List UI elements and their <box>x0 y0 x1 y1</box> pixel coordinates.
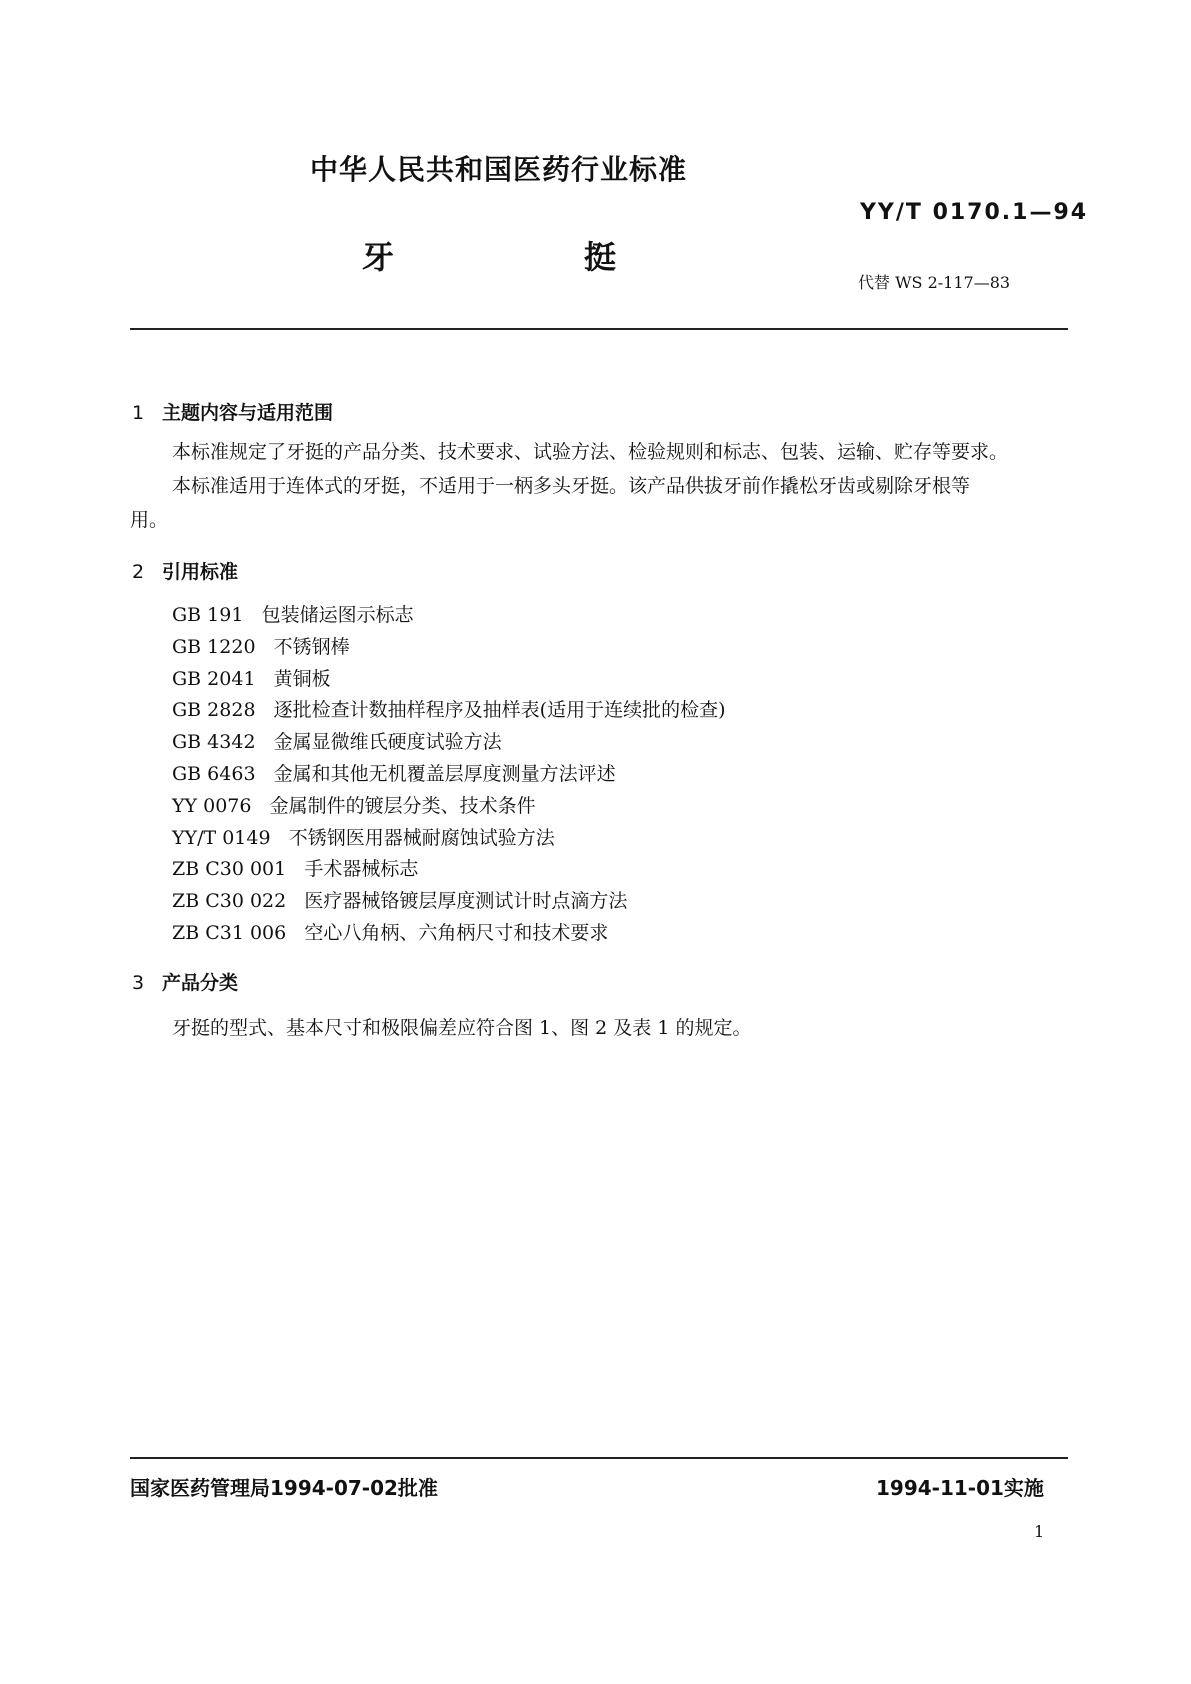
reference-item <box>172 791 726 823</box>
section-3-paragraph-1: 牙挺的型式、基本尺寸和极限偏差应符合图 1、图 2 及表 1 的规定。 <box>172 1017 752 1039</box>
reference-name: 金属显微维氏硬度试验方法 <box>273 731 502 754</box>
reference-code: YY/T 0149 <box>172 826 271 849</box>
section-2-title: 引用标准 <box>162 561 239 583</box>
footer-divider <box>130 1457 1068 1459</box>
reference-name: 空心八角柄、六角柄尺寸和技术要求 <box>304 921 609 944</box>
page-number: 1 <box>1034 1522 1045 1541</box>
section-3-heading <box>132 968 238 995</box>
reference-code: GB 4342 <box>172 731 256 754</box>
reference-code: GB 2828 <box>172 699 256 722</box>
reference-name: 逐批检查计数抽样程序及抽样表(适用于连续批的检查) <box>273 699 726 722</box>
reference-code: GB 2041 <box>172 667 256 690</box>
reference-item <box>172 695 726 727</box>
document-title-part2: 挺 <box>584 238 617 276</box>
replaces-standard: 代替 WS 2-117—83 <box>858 273 1011 292</box>
reference-name: 医疗器械铬镀层厚度测试计时点滴方法 <box>304 890 628 913</box>
section-2-number: 2 <box>132 561 145 583</box>
reference-code: GB 191 <box>172 604 244 626</box>
reference-item <box>172 823 726 855</box>
reference-name: 手术器械标志 <box>304 858 419 881</box>
document-title-part1: 牙 <box>362 238 395 276</box>
reference-code: ZB C30 001 <box>172 858 287 881</box>
reference-code: YY 0076 <box>172 794 252 817</box>
reference-code: GB 6463 <box>172 762 256 785</box>
section-2-heading <box>132 557 238 584</box>
reference-item <box>172 727 726 759</box>
approval-date: 国家医药管理局1994-07-02批准 <box>130 1476 438 1500</box>
reference-item <box>172 664 726 696</box>
reference-name: 不锈钢棒 <box>273 635 350 658</box>
reference-item <box>172 600 726 632</box>
reference-name: 金属和其他无机覆盖层厚度测量方法评述 <box>273 762 616 785</box>
section-1-heading <box>132 398 333 425</box>
reference-name: 黄铜板 <box>273 667 331 690</box>
reference-name: 不锈钢医用器械耐腐蚀试验方法 <box>288 826 555 849</box>
section-1-title: 主题内容与适用范围 <box>162 402 334 424</box>
reference-code: ZB C30 022 <box>172 890 287 913</box>
standard-code: YY/T 0170.1—94 <box>860 200 1089 225</box>
section-1-paragraph-2-line-1: 本标准适用于连体式的牙挺，不适用于一柄多头牙挺。该产品供拔牙前作撬松牙齿或剔除牙根等 <box>172 475 971 497</box>
reference-item <box>172 759 726 791</box>
header-divider <box>130 328 1068 330</box>
section-1-paragraph-2-line-2: 用。 <box>130 509 169 531</box>
reference-code: ZB C31 006 <box>172 921 287 944</box>
reference-item <box>172 918 726 950</box>
reference-name: 金属制件的镀层分类、技术条件 <box>269 794 536 817</box>
effective-date: 1994-11-01实施 <box>876 1476 1044 1500</box>
reference-item <box>172 854 726 886</box>
standard-organization-title: 中华人民共和国医药行业标准 <box>310 153 688 186</box>
section-1-paragraph-1: 本标准规定了牙挺的产品分类、技术要求、试验方法、检验规则和标志、包装、运输、贮存等要求。 <box>172 441 1009 463</box>
section-3-title: 产品分类 <box>162 972 239 994</box>
section-1-number: 1 <box>132 402 145 424</box>
reference-item <box>172 632 726 664</box>
reference-name: 包装储运图示标志 <box>261 604 414 626</box>
reference-item <box>172 886 726 918</box>
section-3-number: 3 <box>132 972 145 994</box>
reference-standards-list <box>172 600 726 950</box>
reference-code: GB 1220 <box>172 635 256 658</box>
